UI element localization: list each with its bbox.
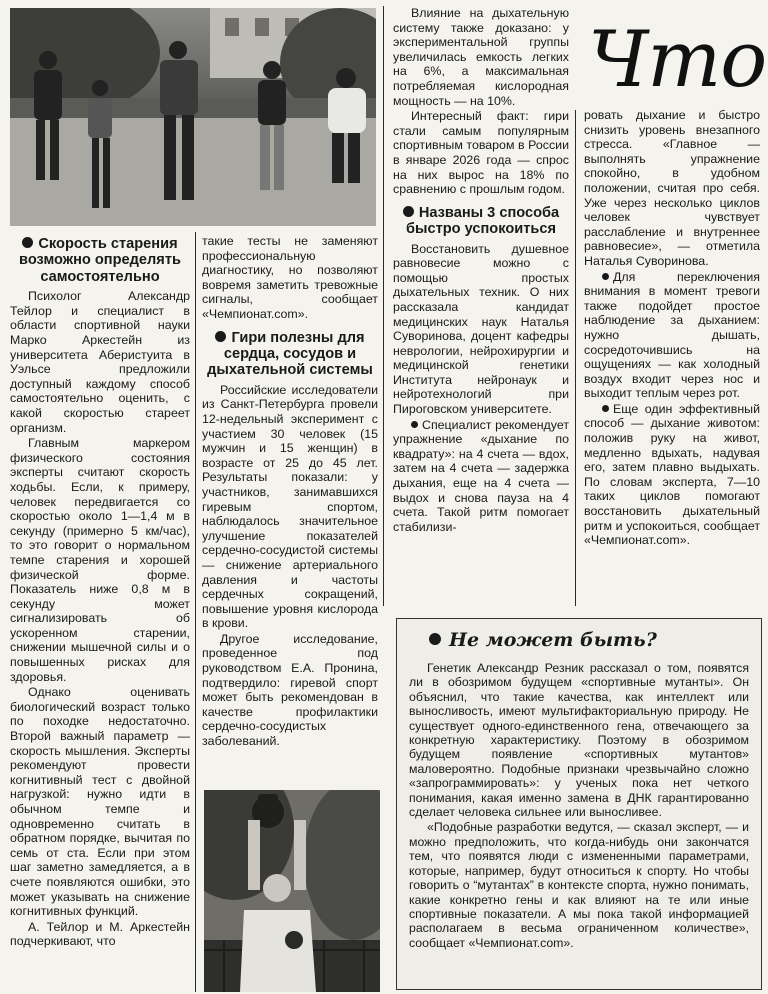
calm-para-1: Восстановить душевное равновесие можно с помощью простых дыхательных техник. О них рассказала кандидат медицинских наук Наталья Суворинова, доцент кафедры неврологии, нейрохирургии и медицинской генетики Института нейронаук и нейротехнологий при Пироговском университете. <box>393 241 569 417</box>
mutants-para-1: Генетик Александр Резник рассказал о том, появятся ли в обозримом будущем «спортивные мутанты». Он объяснил, что такие качества, как интеллект или выносливость, имеют мультифакториальную природу. Не существует одного-единственного гена, отвечающего за конкретную характеристику. Поэтому в обозримом будущем появление «спортивных мутантов» маловероятно. Подобные признаки чрезвычайно сложно «запрограммировать»: у ученых пока нет четкого понимания, какая именно замена в ДНК гарантированно сделает человека сильнее или выносливее. <box>409 661 749 820</box>
mutants-box <box>396 618 762 990</box>
aging-para-2: Главным маркером физического состояния эксперты считают скорость ходьбы. Если, к примеру, человек передвигается со скоростью около 1—1,4 м в секунду (примерно 5 км/час), то это говорит о нормальном темпе старения и хорошей физической форме. Показатель ниже 0,8 м в секунду может сигнализировать об ускоренном старении, снижении мышечной силы и о повышенных рисках для здоровья. <box>10 436 190 684</box>
calm-cont-para-3: Еще один эффективный способ — дыхание животом: положив руку на живот, медленно вдыхать, надувая его, затем плавно выдыхать. По словам эксперта, 7—10 таких циклов помогают восстановить дыхательный ритм и успокоиться, сообщает «Чемпионат.com». <box>584 401 760 548</box>
bullet-icon <box>602 273 609 280</box>
kettlebell-photo <box>204 790 380 992</box>
bullet-icon <box>429 633 441 645</box>
column-calm-continued <box>584 108 760 608</box>
calm-lung-text: Влияние на дыхательную систему также доказано: у экспериментальной группы увеличилась емкость легких на 6%, а максимальная потребляемая кислородная мощность — на 10%. <box>393 6 569 108</box>
calm-heading: Названы 3 способа быстро успокоиться <box>393 205 569 238</box>
mutants-para-2: «Подобные разработки ведутся, — сказал эксперт, — и можно предположить, что когда-нибудь они закончатся тем, что появятся люди с измененными параметрами, которые, например, будут относиться к спорту. Но чтобы говорить о “мутантах” в контексте спорта, нужно понимать, какие конкретно гены и как влияют на те или иные спортивные показатели. А мы пока такой информацией располагаем в весьма ограниченном количестве», сообщает «Чемпионат.com». <box>409 820 749 950</box>
kettlebell-para-2: Другое исследование, проведенное под руководством Е.А. Пронина, подтвердило: гиревой спорт может быть рекомендован в качестве профилактики сердечно-сосудистых заболеваний. <box>202 631 378 749</box>
aging-para-3: Однако оценивать биологический возраст только по походке недостаточно. Второй важный параметр — скорость мышления. Эксперты рекомендуют провести когнитивный тест с двойной нагрузкой: нужно идти в обычном темпе и одновременно считать в обратном порядке, вычитая по семь от ста. Если при этом шаг заметно замедляется, а в счете появляются ошибки, это может указывать на снижение когнитивных функций. <box>10 685 190 919</box>
bullet-icon <box>22 237 33 248</box>
column-divider <box>575 110 576 606</box>
bullet-icon <box>215 331 226 342</box>
walkers-photo <box>10 8 376 226</box>
bullet-icon <box>411 421 418 428</box>
aging-para-1: Психолог Александр Тейлор и специалист в области спортивной науки Марко Аркестейн из университета Аберистуита в Уэльсе предложили доступный каждому способ самостоятельно оценить, с какой скоростью стареет организм. <box>10 289 190 435</box>
bullet-icon <box>602 405 609 412</box>
kettlebell-intro-text: такие тесты не заменяют профессиональную диагностику, но позволяют вовремя заметить тревожные сигналы, сообщает «Чемпионат.com». <box>202 234 378 321</box>
bullet-icon <box>403 206 414 217</box>
kettlebell-heading: Гири полезны для сердца, сосудов и дыхательной системы <box>207 329 373 379</box>
kettlebell-para-1: Российские исследователи из Санкт-Петербурга провели 12-недельный эксперимент с участием 30 человек (15 мужчин и 15 женщин) в возрасте от 25 до 45 лет. Результаты показали: у участников, занимавшихся гиревым спортом, наблюдалось значительное улучшение показателей сердечно-сосудистой системы — снижение артериального давления и частоты сердечных сокращений, повышение уровня кислорода в крови. <box>202 382 378 631</box>
column-calm <box>393 6 569 606</box>
column-divider <box>195 232 196 992</box>
calm-fact-text: Интересный факт: гири стали самым популярным спортивным товаром в России в январе 2026 года — спрос на них вырос на 18% по сравнению с прошлым годом. <box>393 109 569 197</box>
aging-para-4: А. Тейлор и М. Аркестейн подчеркивают, что <box>10 919 190 949</box>
calm-para-2: Специалист рекомендует упражнение «дыхание по квадрату»: на 4 счета — вдох, затем на 4 счета — задержка дыхания, еще на 4 счета — выдох и снова пауза на 4 счета. Такой ритм помогает стабилизи- <box>393 417 569 534</box>
column-aging <box>10 234 190 992</box>
column-kettlebells <box>202 234 378 786</box>
calm-cont-para-1: ровать дыхание и быстро снизить уровень внезапного стресса. «Главное — выполнять упражнение спокойно, в удобном положении, считая про себя. Уже через несколько циклов человек чувствует расслабление и внутреннее равновесие», — отметила Наталья Суворинова. <box>584 108 760 268</box>
aging-heading: Скорость старения возможно определять самостоятельно <box>19 236 181 285</box>
mutants-heading: Не может быть? <box>429 629 761 651</box>
column-divider <box>383 6 384 606</box>
calm-cont-para-2: Для переключения внимания в момент тревоги также подойдет простое наблюдение за дыханием: нужно дышать, сосредоточившись на ощущениях — как холодный воздух входит через нос и выходит теплым через рот. <box>584 269 760 401</box>
section-title-word: Что <box>588 15 767 105</box>
